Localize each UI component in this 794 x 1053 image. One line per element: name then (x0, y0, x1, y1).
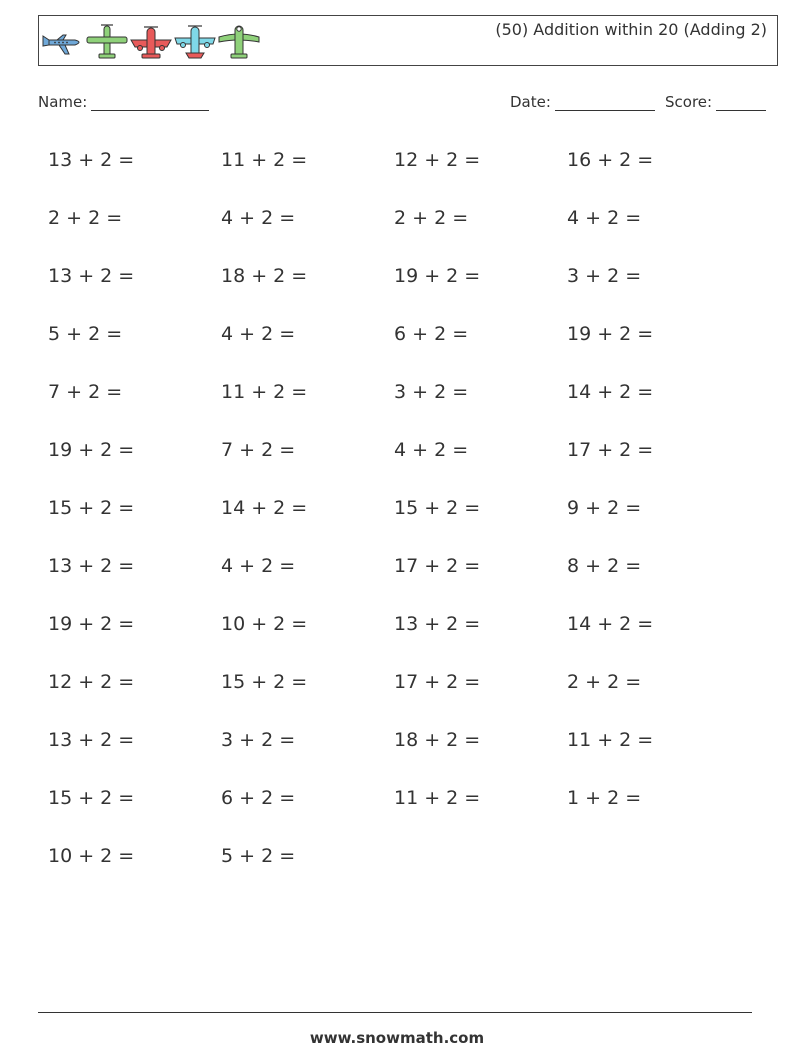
problem-item: 7 + 2 = (221, 439, 296, 461)
problem-item: 12 + 2 = (394, 149, 481, 171)
name-label: Name: (38, 93, 88, 111)
problem-item: 17 + 2 = (394, 555, 481, 577)
problem-item: 10 + 2 = (221, 613, 308, 635)
problem-item: 15 + 2 = (394, 497, 481, 519)
problem-item: 1 + 2 = (567, 787, 642, 809)
date-blank[interactable] (555, 96, 655, 111)
problem-item: 4 + 2 = (221, 207, 296, 229)
problem-item: 15 + 2 = (48, 497, 135, 519)
problem-item: 12 + 2 = (48, 671, 135, 693)
score-blank[interactable] (716, 96, 766, 111)
problem-item: 4 + 2 = (394, 439, 469, 461)
problem-item: 19 + 2 = (394, 265, 481, 287)
problem-item: 8 + 2 = (567, 555, 642, 577)
problem-item: 14 + 2 = (221, 497, 308, 519)
problem-item: 13 + 2 = (48, 729, 135, 751)
problem-item: 13 + 2 = (48, 265, 135, 287)
problem-item: 16 + 2 = (567, 149, 654, 171)
problem-item: 17 + 2 = (394, 671, 481, 693)
problem-item: 2 + 2 = (394, 207, 469, 229)
footer-url: www.snowmath.com (309, 1029, 485, 1047)
problem-item: 13 + 2 = (394, 613, 481, 635)
date-label: Date: (510, 93, 551, 111)
problem-item: 11 + 2 = (221, 149, 308, 171)
problem-item: 14 + 2 = (567, 381, 654, 403)
name-blank[interactable] (91, 96, 209, 111)
blue-jet-plane-icon (41, 22, 85, 62)
problem-item: 2 + 2 = (48, 207, 123, 229)
problem-item: 6 + 2 = (221, 787, 296, 809)
problem-item: 15 + 2 = (48, 787, 135, 809)
problem-item: 19 + 2 = (48, 613, 135, 635)
problem-item: 3 + 2 = (567, 265, 642, 287)
problem-item: 9 + 2 = (567, 497, 642, 519)
problem-item: 13 + 2 = (48, 149, 135, 171)
worksheet-header (38, 15, 778, 66)
problem-item: 3 + 2 = (221, 729, 296, 751)
problem-item: 17 + 2 = (567, 439, 654, 461)
problem-item: 14 + 2 = (567, 613, 654, 635)
problem-item: 18 + 2 = (221, 265, 308, 287)
problem-item: 15 + 2 = (221, 671, 308, 693)
green-propeller-plane-icon (85, 22, 129, 62)
problem-item: 11 + 2 = (221, 381, 308, 403)
problem-item: 11 + 2 = (567, 729, 654, 751)
date-field[interactable] (510, 93, 655, 111)
score-field[interactable] (665, 93, 766, 111)
problem-item: 4 + 2 = (567, 207, 642, 229)
footer-divider (38, 1012, 752, 1013)
problem-item: 3 + 2 = (394, 381, 469, 403)
problem-item: 11 + 2 = (394, 787, 481, 809)
problem-item: 10 + 2 = (48, 845, 135, 867)
problem-item: 13 + 2 = (48, 555, 135, 577)
worksheet-title: (50) Addition within 20 (Adding 2) (495, 20, 767, 39)
problem-item: 6 + 2 = (394, 323, 469, 345)
problem-item: 2 + 2 = (567, 671, 642, 693)
problem-item: 7 + 2 = (48, 381, 123, 403)
green-cargo-plane-icon (217, 22, 261, 62)
problem-item: 4 + 2 = (221, 555, 296, 577)
cyan-propeller-plane-icon (173, 22, 217, 62)
red-propeller-plane-icon (129, 22, 173, 62)
problem-item: 19 + 2 = (48, 439, 135, 461)
score-label: Score: (665, 93, 713, 111)
name-field[interactable] (38, 93, 209, 111)
problem-item: 5 + 2 = (221, 845, 296, 867)
problem-item: 4 + 2 = (221, 323, 296, 345)
problem-item: 18 + 2 = (394, 729, 481, 751)
problem-item: 19 + 2 = (567, 323, 654, 345)
plane-icons (41, 22, 261, 62)
problem-item: 5 + 2 = (48, 323, 123, 345)
